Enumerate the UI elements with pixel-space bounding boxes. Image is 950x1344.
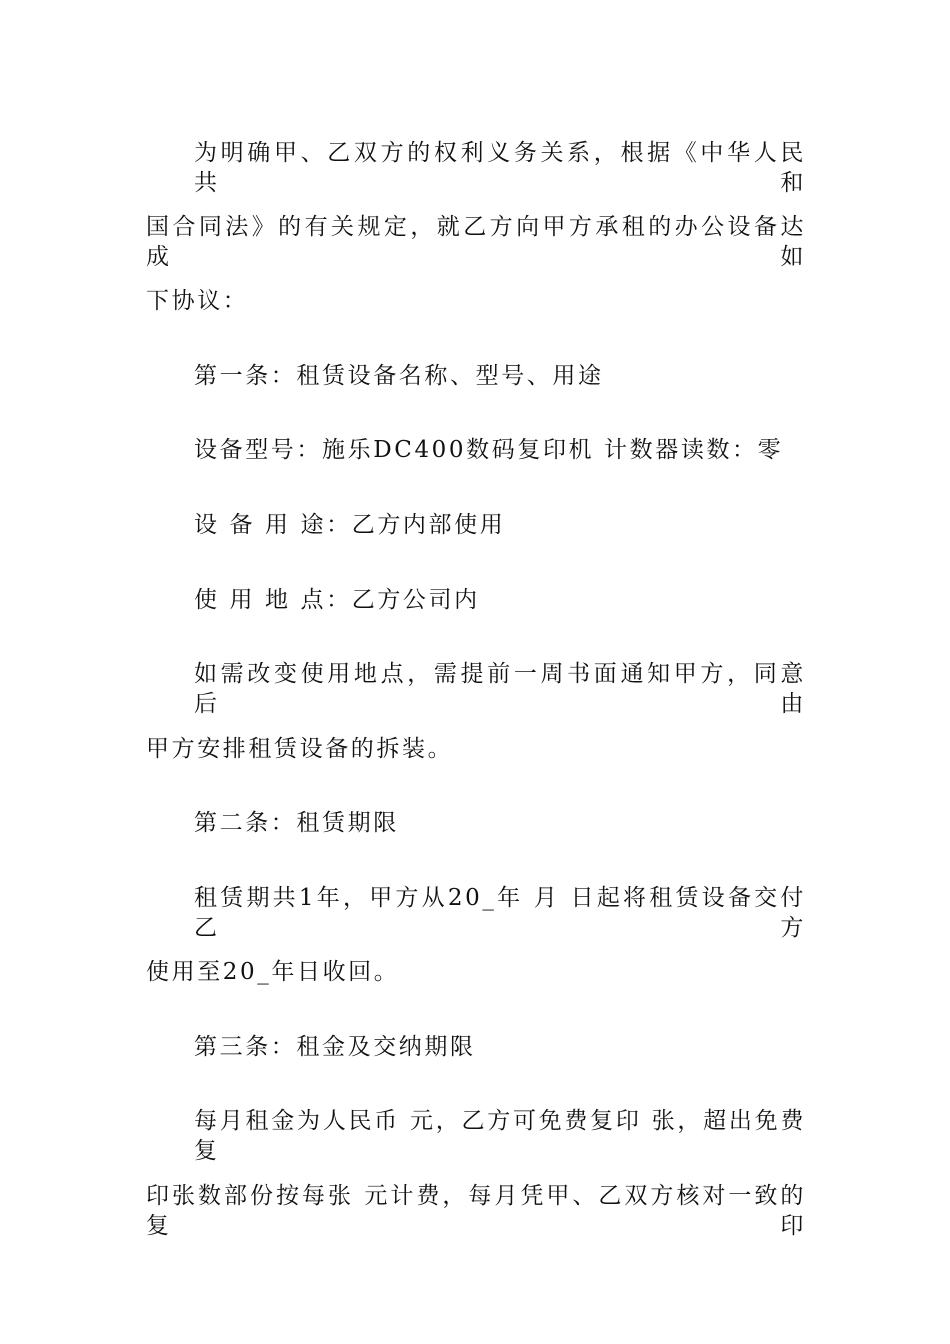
equipment-model-line: 设备型号：施乐DC400数码复印机 计数器读数：零 [194, 437, 784, 463]
article-2-heading: 第二条：租赁期限 [194, 810, 399, 836]
lease-term-line-2: 使用至20_年日收回。 [146, 959, 400, 985]
location-change-line-1: 如需改变使用地点，需提前一周书面通知甲方，同意后由 [194, 661, 806, 717]
paragraph-intro-line-1: 为明确甲、乙双方的权利义务关系，根据《中华人民共和 [194, 140, 806, 196]
article-3-heading: 第三条：租金及交纳期限 [194, 1034, 476, 1060]
paragraph-intro-line-3: 下协议： [146, 288, 249, 314]
article-1-heading: 第一条：租赁设备名称、型号、用途 [194, 363, 604, 389]
rent-line-2: 印张数部份按每张 元计费，每月凭甲、乙双方核对一致的复印 [146, 1183, 806, 1239]
equipment-use-line: 设 备 用 途：乙方内部使用 [194, 512, 506, 538]
lease-term-line-1: 租赁期共1年，甲方从20_年 月 日起将租赁设备交付乙方 [194, 885, 806, 941]
location-change-line-2: 甲方安排租赁设备的拆装。 [146, 736, 454, 762]
usage-location-line: 使 用 地 点：乙方公司内 [194, 587, 480, 613]
rent-line-1: 每月租金为人民币 元，乙方可免费复印 张，超出免费复 [194, 1108, 806, 1164]
paragraph-intro-line-2: 国合同法》的有关规定，就乙方向甲方承租的办公设备达成如 [146, 214, 806, 270]
